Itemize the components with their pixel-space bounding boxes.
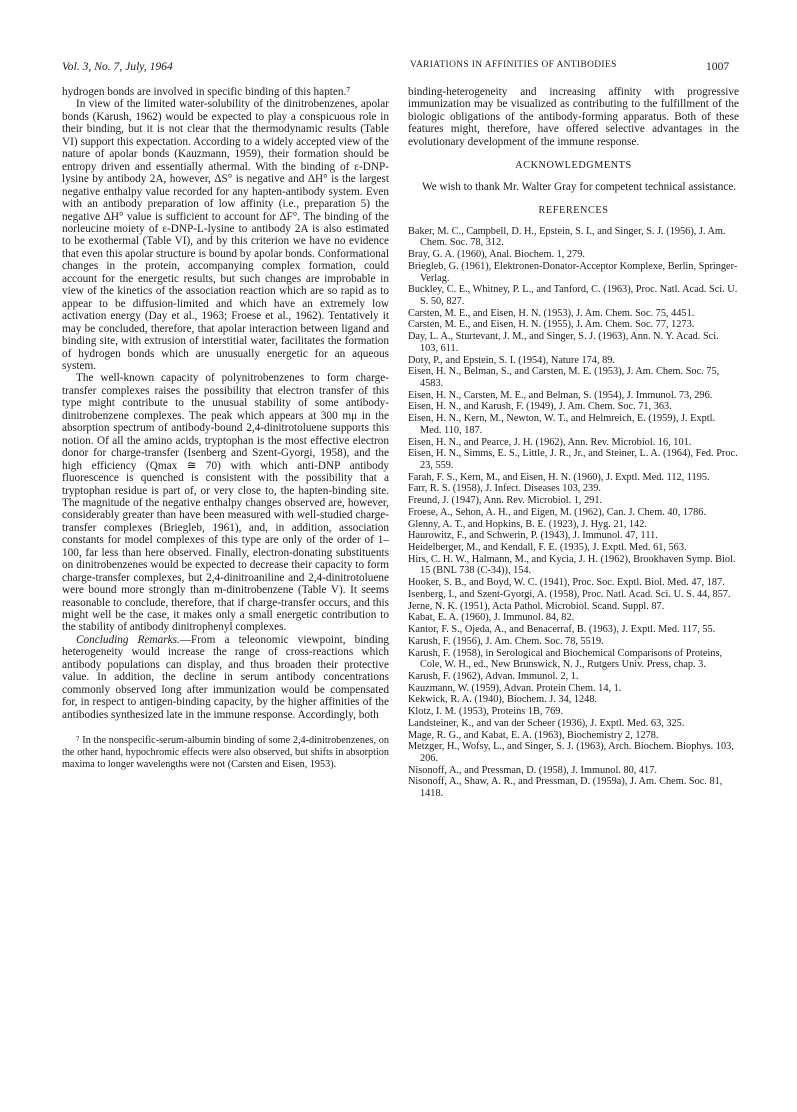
right-column [408, 86, 739, 800]
concluding-remarks-label: Concluding Remarks. [76, 633, 180, 646]
reference-item: Isenberg, I., and Szent-Gyorgi, A. (1958), Proc. Natl. Acad. Sci. U. S. 44, 857. [408, 588, 731, 600]
reference-item: Kekwick, R. A. (1940), Biochem. J. 34, 1248. [408, 694, 598, 706]
running-header-volume: Vol. 3, No. 7, July, 1964 [62, 60, 173, 73]
reference-item: Kauzmann, W. (1959), Advan. Protein Chem. 14, 1. [408, 682, 622, 694]
reference-item: Briegleb, G. (1961), Elektronen-Donator-Acceptor Komplexe, Berlin, Springer-Verlag. [408, 260, 738, 284]
reference-item: Baker, M. C., Campbell, D. H., Epstein, S. I., and Singer, S. J. (1956), J. Am. Chem. Soc. 78, 312. [408, 225, 726, 249]
reference-item: Buckley, C. E., Whitney, P. L., and Tanford, C. (1963), Proc. Natl. Acad. Sci. U. S. 50, 827. [408, 284, 738, 307]
reference-item: Eisen, H. N., and Karush, F. (1949), J. Am. Chem. Soc. 71, 363. [408, 401, 672, 413]
reference-item: Haurowitz, F., and Schwerin, P. (1943), J. Immunol. 47, 111. [408, 530, 658, 542]
reference-item: Bray, G. A. (1960), Anal. Biochem. 1, 279. [408, 249, 585, 261]
reference-item: Farr, R. S. (1958), J. Infect. Diseases 103, 239. [408, 483, 601, 495]
paragraph: hydrogen bonds are involved in specific binding of this hapten.⁷ [62, 86, 351, 98]
reference-item: Eisen, H. N., Belman, S., and Carsten, M. E. (1953), J. Am. Chem. Soc. 75, 4583. [408, 366, 720, 389]
reference-item: Nisonoff, A., and Pressman, D. (1958), J. Immunol. 80, 417. [408, 764, 657, 776]
concluding-remarks-paragraph [62, 634, 389, 721]
reference-item: Hooker, S. B., and Boyd, W. C. (1941), Proc. Soc. Exptl. Biol. Med. 47, 187. [408, 577, 725, 589]
reference-item: Karush, F. (1958), in Serological and Biochemical Comparisons of Proteins, Cole, W. H., ed., New Brunswick, N. J., Rutgers Univ. Press, chap. 3. [408, 647, 723, 671]
reference-item: Froese, A., Sehon, A. H., and Eigen, M. (1962), Can. J. Chem. 40, 1786. [408, 506, 707, 518]
acknowledgments-heading: ACKNOWLEDGMENTS [515, 160, 632, 172]
left-column [62, 86, 389, 771]
paragraph: binding-heterogeneity and increasing affinity with progressive immunization may be visualized as contributing to the fulfillment of the biologic obligations of the antibody-forming apparatus. Both of these features might, therefore, have offered selective advantages in the evolutionary development of the immune response. [408, 86, 739, 148]
reference-item: Farah, F. S., Kern, M., and Eisen, H. N. (1960), J. Exptl. Med. 112, 1195. [408, 471, 710, 483]
reference-item: Metzger, H., Wofsy, L., and Singer, S. J. (1963), Arch. Biochem. Biophys. 103, 206. [408, 741, 734, 764]
footnote: ⁷ In the nonspecific-serum-albumin binding of some 2,4-dinitrobenzenes, on the other hand, hypochromic effects were also observed, but shifts in absorption maxima to longer wavelengths were not (Carsten and Eisen, 1953). [62, 735, 389, 770]
reference-item: Eisen, H. N., and Pearce, J. H. (1962), Ann. Rev. Microbiol. 16, 101. [408, 436, 692, 448]
reference-item: Kantor, F. S., Ojeda, A., and Benacerraf, B. (1963), J. Exptl. Med. 117, 55. [408, 624, 716, 636]
concluding-remarks-text: —From a teleonomic viewpoint, binding heterogeneity would increase the range of cross-reactions which antibody populations can display, and thus broaden their protective value. In addition, the decline in serum antibody concentrations commonly observed long after immunization would be compensated for, in respect to antigen-binding capacity, by the higher affinities of the antibodies synthesized late in the immune response. Accordingly, both [62, 633, 389, 721]
reference-item: Freund, J. (1947), Ann. Rev. Microbiol. 1, 291. [408, 495, 603, 507]
reference-item: Doty, P., and Epstein, S. I. (1954), Nature 174, 89. [408, 354, 615, 366]
paragraph: The well-known capacity of polynitrobenzenes to form charge-transfer complexes raises the possibility that electron transfer of this type might contribute to the unusual stability of some antibody-dinitrobenzene complexes. The peak which appears at 300 mμ in the absorption spectrum of antibody-bound 2,4-dinitrotoluene supports this notion. Of all the amino acids, tryptophan is the most effective electron donor for charge-transfer (Isenberg and Szent-Gyorgi, 1958), and the high efficiency (Qmax ≅ 70) with which anti-DNP antibody fluorescence is quenched is consistent with the possibility that a tryptophan residue is part of, or very close to, the hapten-binding site. The magnitude of the negative enthalpy changes observed are, however, considerably greater than have been measured with well-studied charge-transfer complexes (Briegleb, 1961), and, in addition, association constants for model complexes of this type are only of the order of 1–100, far less than here observed. Finally, electron-donating substituents on dinitrobenzenes would be expected to decrease their capacity to form charge-transfer complexes, but 2,4-dinitroaniline and 2,4-dinitrotoluene were bound more strongly than m-dinitrobenzene (Table V). It seems reasonable to conclude, therefore, that if charge-transfer occurs, and this might well be the case, it makes only a small energetic contribution to the stability of antibody dinitrophenyl complexes. [62, 372, 389, 634]
reference-item: Nisonoff, A., Shaw, A. R., and Pressman, D. (1959a), J. Am. Chem. Soc. 81, 1418. [408, 776, 723, 800]
reference-item: Glenny, A. T., and Hopkins, B. E. (1923), J. Hyg. 21, 142. [408, 518, 647, 530]
reference-item: Klotz, I. M. (1953), Proteins 1B, 769. [408, 706, 564, 718]
reference-item: Day, L. A., Sturtevant, J. M., and Singer, S. J. (1963), Ann. N. Y. Acad. Sci. 103, 611. [408, 331, 719, 354]
reference-item: Kabat, E. A. (1960), J. Immunol. 84, 82. [408, 612, 575, 624]
reference-item: Jerne, N. K. (1951), Acta Pathol. Microbiol. Scand. Suppl. 87. [408, 600, 665, 612]
reference-item: Eisen, H. N., Simms, E. S., Little, J. R., Jr., and Steiner, L. A. (1964), Fed. Proc. 23, 559. [408, 448, 738, 471]
reference-item: Karush, F. (1962), Advan. Immunol. 2, 1. [408, 670, 579, 682]
reference-item: Landsteiner, K., and van der Scheer (1936), J. Exptl. Med. 63, 325. [408, 717, 685, 729]
reference-item: Hirs, C. H. W., Halmann, M., and Kycia, J. H. (1962), Brookhaven Symp. Biol. 15 (BNL 738 (C-34)), 154. [408, 553, 736, 577]
page-number: 1007 [706, 60, 730, 73]
reference-list [408, 226, 739, 800]
reference-item: Mage, R. G., and Kabat, E. A. (1963), Biochemistry 2, 1278. [408, 729, 659, 741]
reference-item: Karush, F. (1956), J. Am. Chem. Soc. 78, 5519. [408, 635, 604, 647]
reference-item: Eisen, H. N., Carsten, M. E., and Belman, S. (1954), J. Immunol. 73, 296. [408, 389, 713, 401]
acknowledgments-text: We wish to thank Mr. Walter Gray for competent technical assistance. [422, 180, 737, 193]
reference-item: Carsten, M. E., and Eisen, H. N. (1953), J. Am. Chem. Soc. 75, 4451. [408, 307, 695, 319]
reference-item: Heidelberger, M., and Kendall, F. E. (1935), J. Exptl. Med. 61, 563. [408, 542, 687, 554]
references-heading: REFERENCES [538, 205, 609, 217]
paragraph: In view of the limited water-solubility of the dinitrobenzenes, apolar bonds (Karush, 1962) would be expected to play a conspicuous role in their binding, but it is not clear that the thermodynamic results (Table VI) support this expectation. According to a widely accepted view of the nature of apolar bonds (Kauzmann, 1959), their formation should be entropy driven and essentially athermal. With the binding of ε-DNP-lysine by antibody 2A, however, ΔS° is negative and ΔH° is the largest negative enthalpy value recorded for any hapten-antibody system. Even with an antibody preparation of low affinity (i.e., preparation 5) the negative ΔH° value is sufficient to account for ΔF°. The binding of the norleucine moiety of ε-DNP-L-lysine to antibody 2A is also estimated to be exothermal (Table VI), and by this criterion we have no evidence that even this apolar structure is bound by apolar bonds. Conformational changes in the protein, accompanying complex formation, could account for the energetic results, but such changes are improbable in view of the kinetics of the association reaction which are so rapid as to appear to be diffusion-limited and which have an extremely low activation energy (Day et al., 1963; Froese et al., 1962). Tentatively it may be concluded, therefore, that apolar interaction between ligand and binding site, with extrusion of interstitial water, facilitates the formation of hydrogen bonds which are unusually energetic for an aqueous system. [62, 98, 389, 372]
reference-item: Eisen, H. N., Kern, M., Newton, W. T., and Helmreich, E. (1959), J. Exptl. Med. 110, 187. [408, 413, 716, 436]
running-header-title: VARIATIONS IN AFFINITIES OF ANTIBODIES [410, 60, 617, 70]
reference-item: Carsten, M. E., and Eisen, H. N. (1955), J. Am. Chem. Soc. 77, 1273. [408, 319, 695, 331]
